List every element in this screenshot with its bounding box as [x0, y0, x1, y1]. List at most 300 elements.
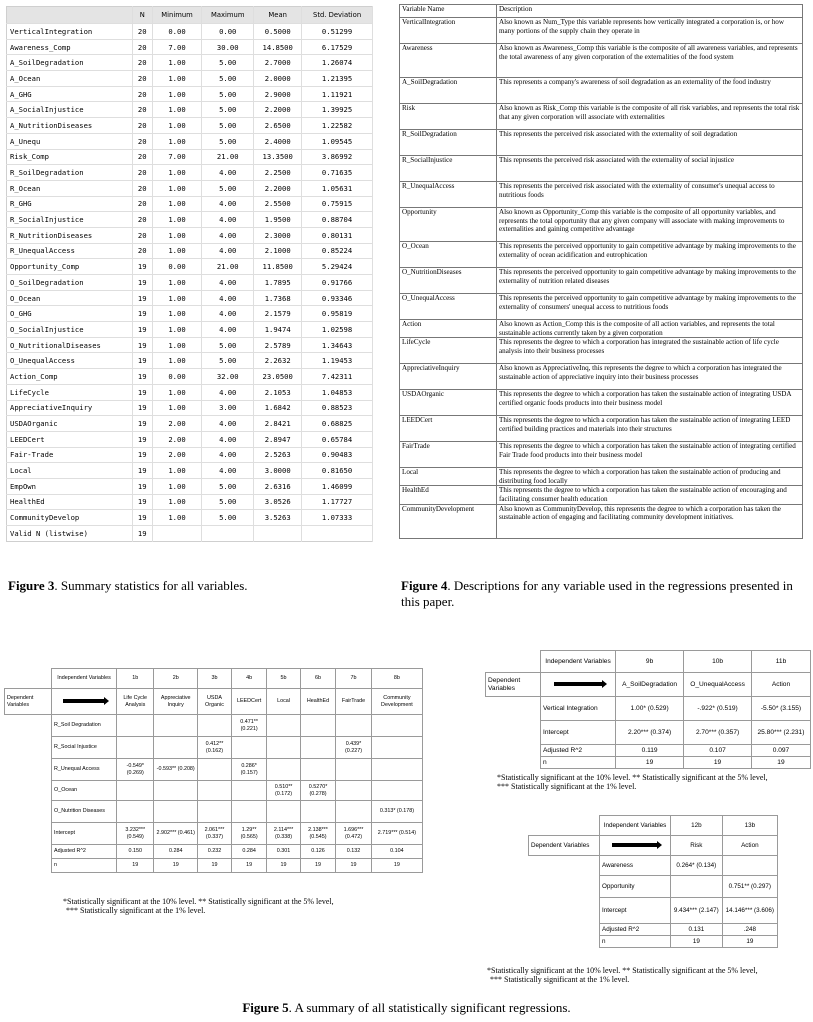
variable-name-cell: Action — [400, 320, 497, 338]
table-row — [7, 118, 373, 134]
coefficient-cell: 0.751** (0.297) — [722, 876, 777, 898]
variable-name-cell: HealthEd — [400, 486, 497, 504]
stat-cell: 0.00 — [152, 369, 201, 385]
stat-cell: 20 — [132, 196, 152, 212]
row-spacer — [486, 697, 541, 721]
stat-cell: 0.5000 — [254, 24, 302, 40]
stat-cell: 0.00 — [152, 259, 201, 275]
coefficient-cell — [197, 759, 231, 781]
coefficient-cell: 0.119 — [616, 745, 684, 757]
stat-cell: 1.00 — [152, 243, 201, 259]
stat-cell: 1.02598 — [302, 322, 373, 338]
coefficient-cell — [336, 781, 372, 801]
variable-name-cell: Awareness_Comp — [7, 39, 133, 55]
stat-cell: 5.00 — [202, 55, 254, 71]
variable-name-cell: Valid N (listwise) — [7, 526, 133, 542]
coefficient-cell: -0.593** (0.208) — [154, 759, 197, 781]
stat-cell: 0.85224 — [302, 243, 373, 259]
regression-table-actions — [4, 668, 423, 873]
coefficient-cell: 19 — [371, 859, 422, 873]
dependent-variable-row — [5, 689, 423, 715]
coefficient-cell: 19 — [616, 757, 684, 769]
dependent-variable-name: Community Development — [371, 689, 422, 715]
stat-cell: 7.42311 — [302, 369, 373, 385]
variable-name-cell: O_SoilDegradation — [7, 275, 133, 291]
table-row — [400, 320, 803, 338]
column-header: Maximum — [202, 7, 254, 24]
coefficient-cell — [154, 715, 197, 737]
model-label: 8b — [371, 669, 422, 689]
arrow-cell — [541, 673, 616, 697]
stat-cell: 4.00 — [202, 290, 254, 306]
table-row — [486, 757, 811, 769]
stat-cell: 0.71635 — [302, 165, 373, 181]
table-row — [7, 400, 373, 416]
variable-name-cell: CommunityDevelopment — [400, 504, 497, 538]
row-spacer — [5, 859, 52, 873]
stat-cell: 4.00 — [202, 275, 254, 291]
stat-cell: 20 — [132, 227, 152, 243]
coefficient-cell — [197, 781, 231, 801]
stat-cell: 1.00 — [152, 494, 201, 510]
stat-cell: 20 — [132, 212, 152, 228]
row-spacer — [5, 759, 52, 781]
coefficient-cell: 0.439* (0.227) — [336, 737, 372, 759]
table-row — [5, 715, 423, 737]
coefficient-cell: 2.061*** (0.337) — [197, 823, 231, 845]
stat-cell: 1.00 — [152, 306, 201, 322]
coefficient-cell — [154, 801, 197, 823]
stat-cell: 2.5789 — [254, 337, 302, 353]
stat-cell: 2.00 — [152, 447, 201, 463]
figure-5-caption-label: Figure 5 — [242, 1000, 289, 1015]
stat-cell: 1.00 — [152, 196, 201, 212]
variable-name-cell: LifeCycle — [7, 384, 133, 400]
table-row — [529, 876, 778, 898]
coefficient-cell — [371, 781, 422, 801]
description-cell: Also known as Opportunity_Comp this variable is the composite of all opportunity variables, and represents the total opportunity that any given company will associate with making improvements to externalities and gaining competitive advantage — [497, 208, 803, 242]
row-label: Adjusted R^2 — [600, 924, 671, 936]
dependent-variable-row — [529, 836, 778, 856]
stat-cell: 2.6500 — [254, 118, 302, 134]
model-header-row — [529, 816, 778, 836]
description-cell: This represents the perceived opportunity to gain competitive advantage by making improvements to the externality of ocean acidification and eutrophication — [497, 242, 803, 268]
independent-variables-label: Independent Variables — [541, 651, 616, 673]
model-label: 9b — [616, 651, 684, 673]
stat-cell: 1.00 — [152, 337, 201, 353]
row-label: R_Unequal Access — [52, 759, 117, 781]
table-row — [5, 801, 423, 823]
column-header: N — [132, 7, 152, 24]
column-header — [7, 7, 133, 24]
coefficient-cell — [117, 737, 154, 759]
table-row — [7, 431, 373, 447]
coefficient-cell: 3.232*** (0.549) — [117, 823, 154, 845]
stat-cell — [152, 526, 201, 542]
row-spacer — [5, 845, 52, 859]
description-cell: Also known as CommunityDevelop, this represents the degree to which a corporation has taken the sustainable action of engaging and facilitating community development initiatives. — [497, 504, 803, 538]
significance-note-line-2: *** Statistically significant at the 1% level. — [497, 782, 637, 791]
variable-name-cell: Opportunity_Comp — [7, 259, 133, 275]
coefficient-cell: 0.286* (0.157) — [231, 759, 266, 781]
coefficient-cell — [300, 737, 335, 759]
stat-cell: 1.19453 — [302, 353, 373, 369]
stat-cell: 2.1579 — [254, 306, 302, 322]
variable-name-cell: A_NutritionDiseases — [7, 118, 133, 134]
stat-cell: 2.0000 — [254, 71, 302, 87]
coefficient-cell: 0.150 — [117, 845, 154, 859]
figure-5-caption — [0, 1000, 813, 1016]
variable-name-cell: Risk — [400, 104, 497, 130]
model-label: 11b — [751, 651, 810, 673]
stat-cell: 2.2632 — [254, 353, 302, 369]
variable-name-cell: EmpOwn — [7, 478, 133, 494]
table-row — [400, 468, 803, 486]
stat-cell: 11.8500 — [254, 259, 302, 275]
variable-name-cell: Awareness — [400, 44, 497, 78]
coefficient-cell: 0.313* (0.178) — [371, 801, 422, 823]
stat-cell: 0.93346 — [302, 290, 373, 306]
stat-cell: 20 — [132, 180, 152, 196]
table-row — [7, 149, 373, 165]
coefficient-cell — [300, 759, 335, 781]
stat-cell: 3.5263 — [254, 510, 302, 526]
stat-cell: 20 — [132, 102, 152, 118]
table-row — [7, 526, 373, 542]
stat-cell: 1.00 — [152, 86, 201, 102]
stat-cell: 2.9000 — [254, 86, 302, 102]
table-row — [529, 898, 778, 924]
column-header: Description — [497, 5, 803, 18]
stat-cell: 5.00 — [202, 510, 254, 526]
table-row — [7, 384, 373, 400]
table-row — [7, 290, 373, 306]
table-row — [400, 18, 803, 44]
stat-cell: 20 — [132, 243, 152, 259]
stat-cell: 1.04853 — [302, 384, 373, 400]
independent-variables-label: Independent Variables — [52, 669, 117, 689]
coefficient-cell: 0.107 — [684, 745, 752, 757]
stat-cell: 13.3500 — [254, 149, 302, 165]
row-label: Intercept — [600, 898, 671, 924]
table-row — [400, 504, 803, 538]
coefficient-cell — [300, 715, 335, 737]
model-header-row — [5, 669, 423, 689]
stat-cell: 7.00 — [152, 39, 201, 55]
variable-name-cell: O_NutritionalDiseases — [7, 337, 133, 353]
coefficient-cell: .248 — [722, 924, 777, 936]
table-row — [400, 156, 803, 182]
stat-cell: 4.00 — [202, 212, 254, 228]
stat-cell: 0.90483 — [302, 447, 373, 463]
stat-cell: 20 — [132, 133, 152, 149]
model-label: 3b — [197, 669, 231, 689]
stat-cell: 4.00 — [202, 306, 254, 322]
row-spacer — [5, 801, 52, 823]
stat-cell: 21.00 — [202, 259, 254, 275]
coefficient-cell: 2.70*** (0.357) — [684, 721, 752, 745]
column-header: Mean — [254, 7, 302, 24]
table-row — [529, 924, 778, 936]
table-row — [486, 697, 811, 721]
coefficient-cell — [117, 781, 154, 801]
stat-cell: 19 — [132, 400, 152, 416]
row-spacer — [5, 823, 52, 845]
table-row — [7, 71, 373, 87]
row-label: R_Social Injustice — [52, 737, 117, 759]
variable-name-cell: Fair-Trade — [7, 447, 133, 463]
table-row — [7, 227, 373, 243]
stat-cell: 2.2000 — [254, 180, 302, 196]
coefficient-cell: 19 — [336, 859, 372, 873]
variable-name-cell: Opportunity — [400, 208, 497, 242]
summary-statistics-header-row — [7, 7, 373, 24]
stat-cell: 1.00 — [152, 478, 201, 494]
stat-cell: 1.11921 — [302, 86, 373, 102]
coefficient-cell: 0.126 — [300, 845, 335, 859]
table-row — [400, 416, 803, 442]
coefficient-cell: 19 — [117, 859, 154, 873]
stat-cell: 5.00 — [202, 353, 254, 369]
stat-cell: 5.00 — [202, 118, 254, 134]
dependent-variable-row — [486, 673, 811, 697]
table-row — [400, 338, 803, 364]
row-label: Intercept — [52, 823, 117, 845]
stat-cell: 0.95819 — [302, 306, 373, 322]
variable-name-cell: R_SocialInjustice — [7, 212, 133, 228]
coefficient-cell: 0.264* (0.134) — [671, 856, 723, 876]
coefficient-cell: 0.104 — [371, 845, 422, 859]
stat-cell: 1.09545 — [302, 133, 373, 149]
row-spacer — [529, 924, 600, 936]
description-cell: This represents the degree to which a corporation has taken the sustainable action of integrating certified Fair Trade food products into their business model — [497, 442, 803, 468]
regression-table-awareness-opportunity-note — [487, 966, 807, 984]
stat-cell: 19 — [132, 431, 152, 447]
table-row — [7, 180, 373, 196]
coefficient-cell — [267, 759, 301, 781]
stat-cell: 0.68825 — [302, 416, 373, 432]
stat-cell: 0.88523 — [302, 400, 373, 416]
significance-note-line-2: *** Statistically significant at the 1% level. — [66, 906, 206, 915]
table-row — [400, 294, 803, 320]
row-spacer — [529, 876, 600, 898]
coefficient-cell — [117, 715, 154, 737]
coefficient-cell: 19 — [154, 859, 197, 873]
dependent-variable-name: USDA Organic — [197, 689, 231, 715]
stat-cell: 0.75915 — [302, 196, 373, 212]
stat-cell: 1.05631 — [302, 180, 373, 196]
significance-note-line-1: *Statistically significant at the 10% level. ** Statistically significant at the 5% level, — [487, 966, 758, 975]
stat-cell: 6.17529 — [302, 39, 373, 55]
stat-cell: 4.00 — [202, 322, 254, 338]
stat-cell: 5.29424 — [302, 259, 373, 275]
figure-3-caption — [8, 578, 378, 594]
table-row — [5, 759, 423, 781]
model-label: 6b — [300, 669, 335, 689]
table-row — [5, 781, 423, 801]
significance-note-line-1: *Statistically significant at the 10% level. ** Statistically significant at the 5% level, — [63, 897, 334, 906]
coefficient-cell: 2.719*** (0.514) — [371, 823, 422, 845]
coefficient-cell: -.922* (0.519) — [684, 697, 752, 721]
description-cell: This represents a company's awareness of soil degradation as an externality of the food industry — [497, 78, 803, 104]
variable-name-cell: Local — [7, 463, 133, 479]
coefficient-cell — [231, 801, 266, 823]
stat-cell: 1.00 — [152, 290, 201, 306]
stat-cell: 1.00 — [152, 353, 201, 369]
coefficient-cell — [267, 801, 301, 823]
description-cell: Also known as Risk_Comp this variable is the composite of all risk variables, and represents the total risk that any given corporation will associate with externalities — [497, 104, 803, 130]
stat-cell: 2.6316 — [254, 478, 302, 494]
stat-cell: 19 — [132, 526, 152, 542]
stat-cell: 2.5263 — [254, 447, 302, 463]
description-cell: This represents the perceived opportunity to gain competitive advantage by making improvements to the externality of consumers' unequal access to nutritious foods — [497, 294, 803, 320]
dependent-variable-name: Appreciative Inquiry — [154, 689, 197, 715]
coefficient-cell — [154, 781, 197, 801]
variable-name-cell: FairTrade — [400, 442, 497, 468]
stat-cell: 20 — [132, 39, 152, 55]
coefficient-cell: 0.132 — [336, 845, 372, 859]
stat-cell: 19 — [132, 416, 152, 432]
row-label: R_Soil Degradation — [52, 715, 117, 737]
table-row — [529, 936, 778, 948]
model-label: 2b — [154, 669, 197, 689]
arrow-cell — [600, 836, 671, 856]
right-arrow-icon — [63, 699, 105, 703]
variable-name-cell: Action_Comp — [7, 369, 133, 385]
coefficient-cell: 19 — [300, 859, 335, 873]
independent-variables-label: Independent Variables — [600, 816, 671, 836]
table-row — [7, 478, 373, 494]
table-row — [400, 44, 803, 78]
variable-name-cell: O_UnequalAccess — [400, 294, 497, 320]
stat-cell: 1.00 — [152, 71, 201, 87]
table-row — [400, 442, 803, 468]
dependent-variables-label: Dependent Variables — [529, 836, 600, 856]
stat-cell: 20 — [132, 118, 152, 134]
stat-cell: 20 — [132, 86, 152, 102]
stat-cell: 1.00 — [152, 510, 201, 526]
variable-name-cell: O_NutritionDiseases — [400, 268, 497, 294]
row-label: n — [541, 757, 616, 769]
table-row — [7, 494, 373, 510]
stat-cell: 3.0526 — [254, 494, 302, 510]
coefficient-cell: 0.131 — [671, 924, 723, 936]
stat-cell: 7.00 — [152, 149, 201, 165]
description-cell: This represents the perceived opportunity to gain competitive advantage by making improvements to the externality of nutrition related diseases — [497, 268, 803, 294]
stat-cell: 5.00 — [202, 133, 254, 149]
corner-blank — [5, 669, 52, 689]
dependent-variable-name: HealthEd — [300, 689, 335, 715]
dependent-variables-label: Dependent Variables — [5, 689, 52, 715]
coefficient-cell: -5.50* (3.155) — [751, 697, 810, 721]
variable-name-cell: A_SoilDegradation — [7, 55, 133, 71]
summary-statistics-body — [7, 24, 373, 542]
arrow-cell — [52, 689, 117, 715]
corner-blank — [486, 651, 541, 673]
row-label: Adjusted R^2 — [541, 745, 616, 757]
figure-4-caption-label: Figure 4 — [401, 578, 448, 593]
variable-name-cell: R_NutritionDiseases — [7, 227, 133, 243]
stat-cell: 1.00 — [152, 400, 201, 416]
description-cell: Also known as Action_Comp this is the composite of all action variables, and represents the total sustainable actions currently taken by a given corporation — [497, 320, 803, 338]
stat-cell: 4.00 — [202, 165, 254, 181]
stat-cell: 0.81650 — [302, 463, 373, 479]
variable-name-cell: A_GHG — [7, 86, 133, 102]
row-spacer — [486, 721, 541, 745]
coefficient-cell — [371, 737, 422, 759]
table-row — [400, 78, 803, 104]
variable-name-cell: Local — [400, 468, 497, 486]
row-label: O_Ocean — [52, 781, 117, 801]
description-cell: This represents the degree to which a corporation has taken the sustainable action of integrating USDA certified organic foods products into their business model — [497, 390, 803, 416]
stat-cell: 4.00 — [202, 243, 254, 259]
row-label: Intercept — [541, 721, 616, 745]
table-row — [7, 55, 373, 71]
table-row — [400, 104, 803, 130]
stat-cell: 20 — [132, 71, 152, 87]
stat-cell — [202, 526, 254, 542]
stat-cell: 1.00 — [152, 227, 201, 243]
table-row — [5, 859, 423, 873]
table-row — [400, 242, 803, 268]
regression-table-vertical-integration-note — [497, 773, 812, 791]
stat-cell: 2.2000 — [254, 102, 302, 118]
table-row — [7, 275, 373, 291]
row-spacer — [486, 757, 541, 769]
row-label: Opportunity — [600, 876, 671, 898]
stat-cell: 23.0500 — [254, 369, 302, 385]
coefficient-cell — [154, 737, 197, 759]
stat-cell: 14.8500 — [254, 39, 302, 55]
stat-cell: 2.2500 — [254, 165, 302, 181]
coefficient-cell: 1.696*** (0.472) — [336, 823, 372, 845]
table-row — [400, 486, 803, 504]
description-cell: This represents the degree to which a corporation has taken the sustainable action of integrating LEED certified building practices and materials into their structures — [497, 416, 803, 442]
stat-cell: 0.51299 — [302, 24, 373, 40]
stat-cell: 2.8421 — [254, 416, 302, 432]
variable-name-cell: R_SoilDegradation — [7, 165, 133, 181]
dependent-variable-name: Action — [751, 673, 810, 697]
table-row — [400, 268, 803, 294]
stat-cell: 4.00 — [202, 384, 254, 400]
table-row — [400, 364, 803, 390]
coefficient-cell: 0.284 — [154, 845, 197, 859]
stat-cell: 4.00 — [202, 196, 254, 212]
stat-cell: 19 — [132, 337, 152, 353]
stat-cell: 1.00 — [152, 55, 201, 71]
dependent-variables-label: Dependent Variables — [486, 673, 541, 697]
row-label: n — [600, 936, 671, 948]
dependent-variable-name: FairTrade — [336, 689, 372, 715]
coefficient-cell: 0.471** (0.221) — [231, 715, 266, 737]
table-row — [7, 212, 373, 228]
stat-cell: 20 — [132, 149, 152, 165]
variable-name-cell: LEEDCert — [400, 416, 497, 442]
stat-cell: 5.00 — [202, 102, 254, 118]
corner-blank — [529, 816, 600, 836]
stat-cell: 3.00 — [202, 400, 254, 416]
table-row — [7, 102, 373, 118]
stat-cell: 1.00 — [152, 180, 201, 196]
table-row — [7, 447, 373, 463]
table-row — [7, 463, 373, 479]
variable-name-cell: A_SocialInjustice — [7, 102, 133, 118]
stat-cell: 5.00 — [202, 86, 254, 102]
summary-statistics-table — [6, 6, 373, 542]
row-spacer — [5, 781, 52, 801]
coefficient-cell: 14.146*** (3.606) — [722, 898, 777, 924]
coefficient-cell: 0.412** (0.162) — [197, 737, 231, 759]
